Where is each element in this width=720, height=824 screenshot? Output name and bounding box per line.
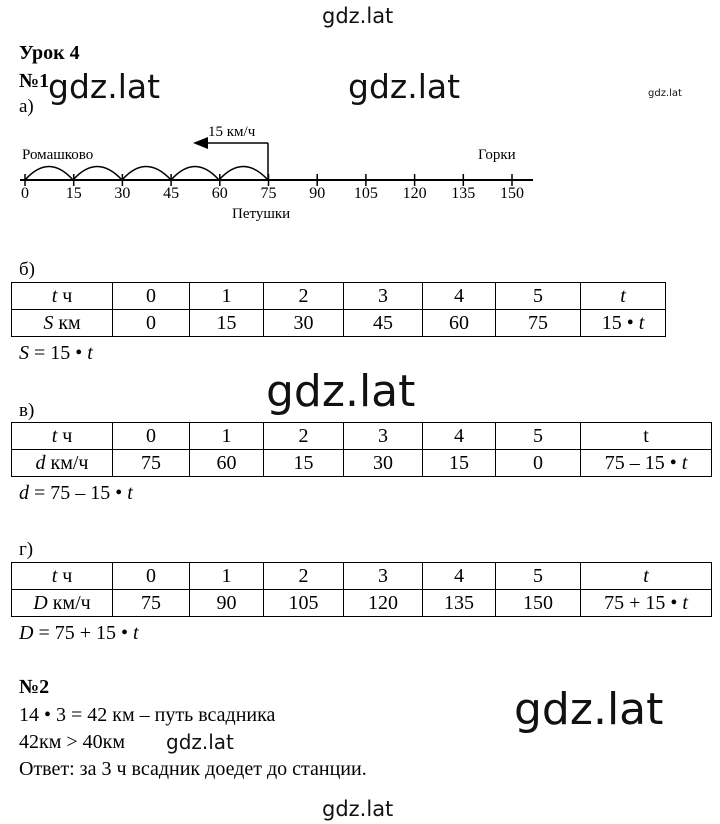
cell: 5 xyxy=(496,563,581,590)
cell: 0 xyxy=(496,450,581,477)
cell: t xyxy=(581,563,712,590)
row-header: d км/ч xyxy=(12,450,113,477)
cell: 30 xyxy=(344,450,423,477)
cell: 5 xyxy=(496,283,581,310)
part-b-label: б) xyxy=(19,259,35,280)
cell: 0 xyxy=(113,310,190,337)
cell: 4 xyxy=(423,563,496,590)
cell: 5 xyxy=(496,423,581,450)
watermark-top: gdz.lat xyxy=(322,4,394,28)
watermark-bottom-right: gdz.lat xyxy=(514,684,664,735)
cell: 2 xyxy=(264,283,344,310)
row-header: t ч xyxy=(12,563,113,590)
tick-label: 30 xyxy=(114,185,131,202)
cell: t xyxy=(581,423,712,450)
town-right: Горки xyxy=(478,147,516,163)
cell: 4 xyxy=(423,283,496,310)
cell: t xyxy=(581,283,666,310)
cell: 75 – 15 • t xyxy=(581,450,712,477)
watermark-row1-b: gdz.lat xyxy=(348,67,461,106)
cell: 1 xyxy=(190,283,264,310)
formula-g: D = 75 + 15 • t xyxy=(19,622,139,644)
cell: 90 xyxy=(190,590,264,617)
table-row-distance xyxy=(12,590,712,617)
part-g-label: г) xyxy=(19,539,34,560)
table-g xyxy=(11,562,712,617)
cell: 1 xyxy=(190,563,264,590)
cell: 105 xyxy=(264,590,344,617)
table-row-distance xyxy=(12,310,666,337)
cell: 150 xyxy=(496,590,581,617)
table-row-time xyxy=(12,283,666,310)
tick-label: 15 xyxy=(65,185,82,202)
part-a-label: а) xyxy=(19,96,34,117)
watermark-footer: gdz.lat xyxy=(322,797,394,821)
tick-label: 75 xyxy=(260,185,277,202)
row-header: S км xyxy=(12,310,113,337)
table-row-time xyxy=(12,563,712,590)
cell: 15 • t xyxy=(581,310,666,337)
tick-label: 105 xyxy=(353,185,378,202)
table-row-time xyxy=(12,423,712,450)
tick-label: 90 xyxy=(309,185,326,202)
part-v-label: в) xyxy=(19,400,35,421)
cell: 3 xyxy=(344,423,423,450)
cell: 45 xyxy=(344,310,423,337)
town-left: Ромашково xyxy=(22,147,94,163)
tick-label: 0 xyxy=(21,185,29,202)
tick-label: 120 xyxy=(402,185,427,202)
cell: 30 xyxy=(264,310,344,337)
town-middle: Петушки xyxy=(232,206,291,222)
task2-line2: 42км > 40км xyxy=(19,731,126,753)
cell: 15 xyxy=(190,310,264,337)
cell: 60 xyxy=(423,310,496,337)
cell: 0 xyxy=(113,423,190,450)
number-line-diagram xyxy=(0,115,560,225)
tick-label: 45 xyxy=(163,185,180,202)
cell: 75 xyxy=(113,590,190,617)
row-header: t ч xyxy=(12,423,113,450)
cell: 1 xyxy=(190,423,264,450)
watermark-small: gdz.lat xyxy=(648,88,682,99)
task1-number: №1 xyxy=(19,70,50,92)
cell: 120 xyxy=(344,590,423,617)
cell: 0 xyxy=(113,563,190,590)
tick-label: 150 xyxy=(500,185,524,202)
task2-line1: 14 • 3 = 42 км – путь всадника xyxy=(19,704,276,726)
task2-number: №2 xyxy=(19,676,50,698)
tick-label: 60 xyxy=(211,185,228,202)
table-row-distance xyxy=(12,450,712,477)
cell: 3 xyxy=(344,283,423,310)
cell: 2 xyxy=(264,563,344,590)
formula-b: S = 15 • t xyxy=(19,342,93,364)
table-v xyxy=(11,422,712,477)
watermark-inline: gdz.lat xyxy=(166,730,234,754)
cell: 75 xyxy=(113,450,190,477)
task2-answer: Ответ: за 3 ч всадник доедет до станции. xyxy=(19,758,367,780)
cell: 3 xyxy=(344,563,423,590)
tick-label: 135 xyxy=(451,185,476,202)
cell: 4 xyxy=(423,423,496,450)
cell: 75 xyxy=(496,310,581,337)
speed-label: 15 км/ч xyxy=(208,124,256,140)
cell: 135 xyxy=(423,590,496,617)
cell: 75 + 15 • t xyxy=(581,590,712,617)
watermark-row1-a: gdz.lat xyxy=(48,67,161,106)
cell: 2 xyxy=(264,423,344,450)
cell: 60 xyxy=(190,450,264,477)
cell: 15 xyxy=(264,450,344,477)
table-b xyxy=(11,282,666,337)
jump-arcs xyxy=(25,167,268,181)
row-header: D км/ч xyxy=(12,590,113,617)
lesson-title: Урок 4 xyxy=(19,42,80,64)
watermark-mid: gdz.lat xyxy=(266,366,416,417)
cell: 0 xyxy=(113,283,190,310)
formula-v: d = 75 – 15 • t xyxy=(19,482,133,504)
cell: 15 xyxy=(423,450,496,477)
row-header: t ч xyxy=(12,283,113,310)
